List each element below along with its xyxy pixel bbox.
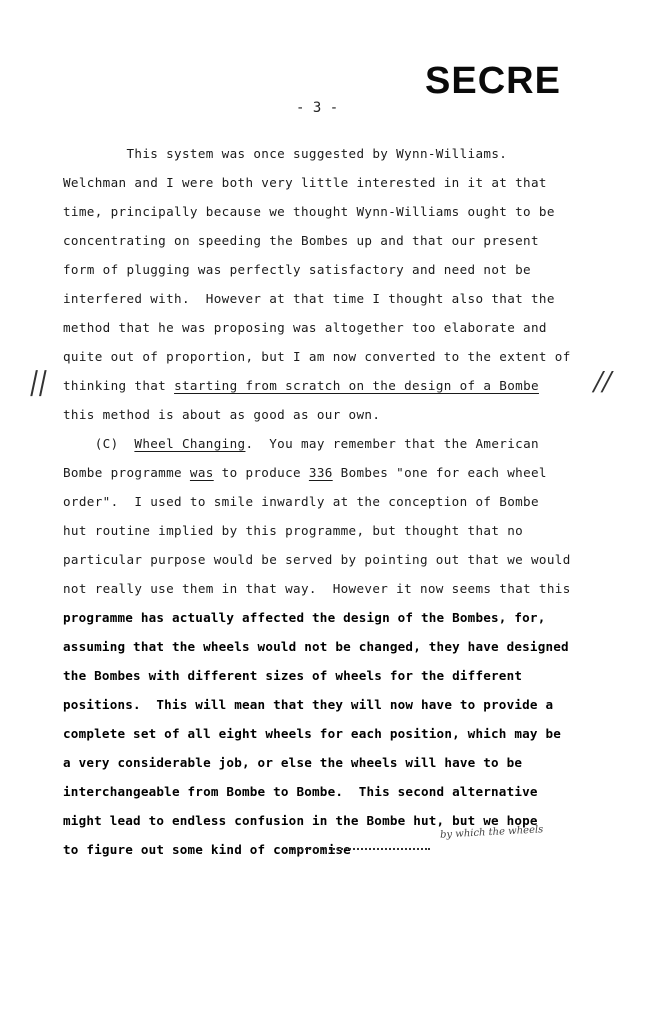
text-line: interfered with. However at that time I thought also that the	[63, 291, 555, 306]
text-segment: Bombes "one for each wheel	[332, 465, 547, 480]
text-line	[63, 465, 547, 480]
text-line: complete set of all eight wheels for each position, which may be	[63, 726, 562, 741]
handwritten-note: by which the wheels	[439, 824, 544, 841]
text-segment: (C)	[63, 436, 135, 451]
text-segment: . You may remember that the American	[245, 436, 539, 451]
underlined-phrase: starting from scratch on the design of a Bombe	[174, 378, 539, 393]
text-line: quite out of proportion, but I am now converted to the extent of	[63, 349, 571, 364]
text-line: This system was once suggested by Wynn-Williams.	[63, 146, 508, 161]
text-line	[63, 436, 539, 451]
margin-mark-left: ||	[26, 367, 51, 397]
text-line: interchangeable from Bombe to Bombe. This second alternative	[63, 784, 538, 799]
text-line: to figure out some kind of compromise	[63, 842, 351, 857]
text-line: form of plugging was perfectly satisfactory and need not be	[63, 262, 531, 277]
text-line: hut routine implied by this programme, but thought that no	[63, 523, 524, 538]
text-line: particular purpose would be served by pointing out that we would	[63, 552, 571, 567]
text-line: method that he was proposing was altogether too elaborate and	[63, 320, 547, 335]
text-line: time, principally because we thought Wynn-Williams ought to be	[63, 204, 555, 219]
margin-mark-right: //	[590, 367, 615, 397]
text-line: a very considerable job, or else the wheels will have to be	[63, 755, 523, 770]
text-line: the Bombes with different sizes of wheels for the different	[63, 668, 523, 683]
text-line: assuming that the wheels would not be changed, they have designed	[63, 639, 569, 654]
text-line: this method is about as good as our own.	[63, 407, 381, 422]
text-line: programme has actually affected the design of the Bombes, for,	[63, 610, 546, 625]
section-heading: Wheel Changing	[134, 436, 246, 451]
underlined-number: 336	[308, 465, 333, 480]
secret-stamp: SECRE	[425, 60, 561, 102]
text-segment: Bombe programme	[63, 465, 190, 480]
text-line: Welchman and I were both very little interested in it at that	[63, 175, 547, 190]
text-line	[63, 378, 539, 393]
text-line: concentrating on speeding the Bombes up and that our present	[63, 233, 539, 248]
faded-text-trail	[290, 848, 430, 856]
underlined-word: was	[189, 465, 214, 480]
page-number: - 3 -	[296, 100, 339, 116]
text-line: not really use them in that way. However it now seems that this	[63, 581, 571, 596]
text-line: order". I used to smile inwardly at the conception of Bombe	[63, 494, 539, 509]
text-line: positions. This will mean that they will now have to provide a	[63, 697, 554, 712]
text-segment: to produce	[213, 465, 309, 480]
text-segment: thinking that	[63, 378, 175, 393]
text-line: might lead to endless confusion in the Bombe hut, but we hope	[63, 813, 538, 828]
